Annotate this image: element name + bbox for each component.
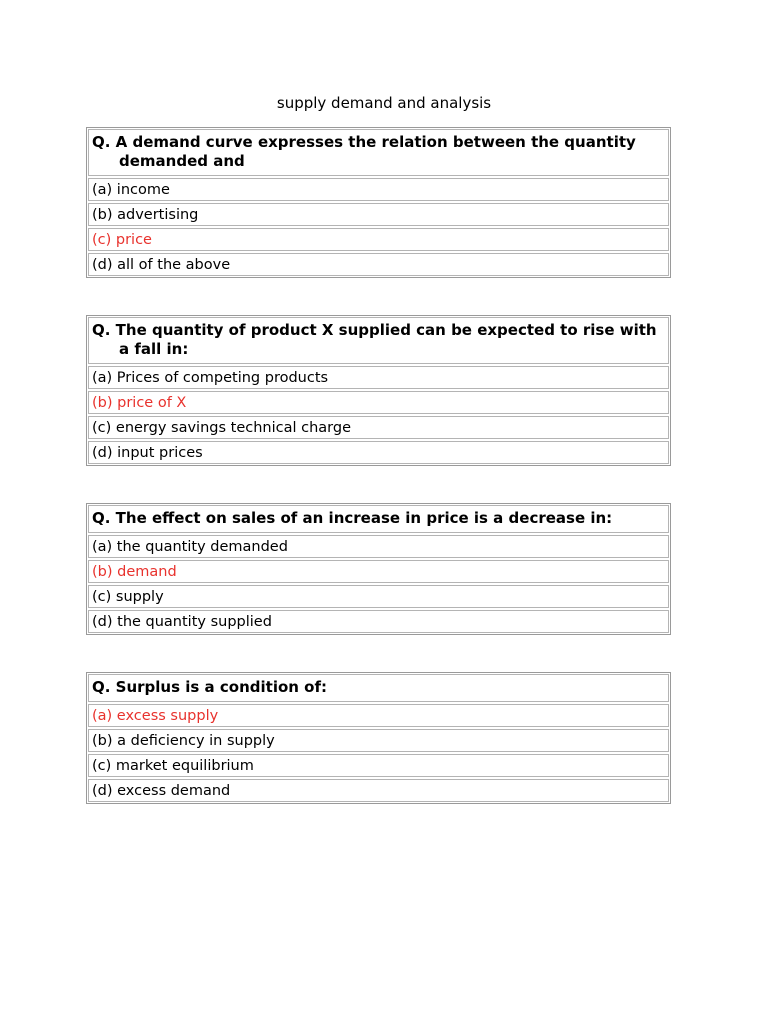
answer-option-d: (d) the quantity supplied <box>88 610 669 633</box>
answer-option-a-correct: (a) excess supply <box>88 704 669 727</box>
question-text: Q. The quantity of product X supplied can be expected to rise with a fall in: <box>88 317 669 364</box>
question-table-4 <box>86 672 671 804</box>
answer-option-c-correct: (c) price <box>88 228 669 251</box>
question-text: Q. Surplus is a condition of: <box>88 674 669 702</box>
answer-option-a: (a) the quantity demanded <box>88 535 669 558</box>
answer-option-b-correct: (b) demand <box>88 560 669 583</box>
page-title: supply demand and analysis <box>276 94 492 112</box>
answer-option-b: (b) advertising <box>88 203 669 226</box>
answer-option-a: (a) income <box>88 178 669 201</box>
question-text: Q. The effect on sales of an increase in price is a decrease in: <box>88 505 669 533</box>
question-table-3 <box>86 503 671 635</box>
answer-option-c: (c) market equilibrium <box>88 754 669 777</box>
question-table-2 <box>86 315 671 466</box>
question-text: Q. A demand curve expresses the relation between the quantity demanded and <box>88 129 669 176</box>
answer-option-c: (c) supply <box>88 585 669 608</box>
answer-option-c: (c) energy savings technical charge <box>88 416 669 439</box>
answer-option-b-correct: (b) price of X <box>88 391 669 414</box>
answer-option-a: (a) Prices of competing products <box>88 366 669 389</box>
answer-option-d: (d) input prices <box>88 441 669 464</box>
question-table-1 <box>86 127 671 278</box>
answer-option-d: (d) excess demand <box>88 779 669 802</box>
answer-option-b: (b) a deficiency in supply <box>88 729 669 752</box>
answer-option-d: (d) all of the above <box>88 253 669 276</box>
